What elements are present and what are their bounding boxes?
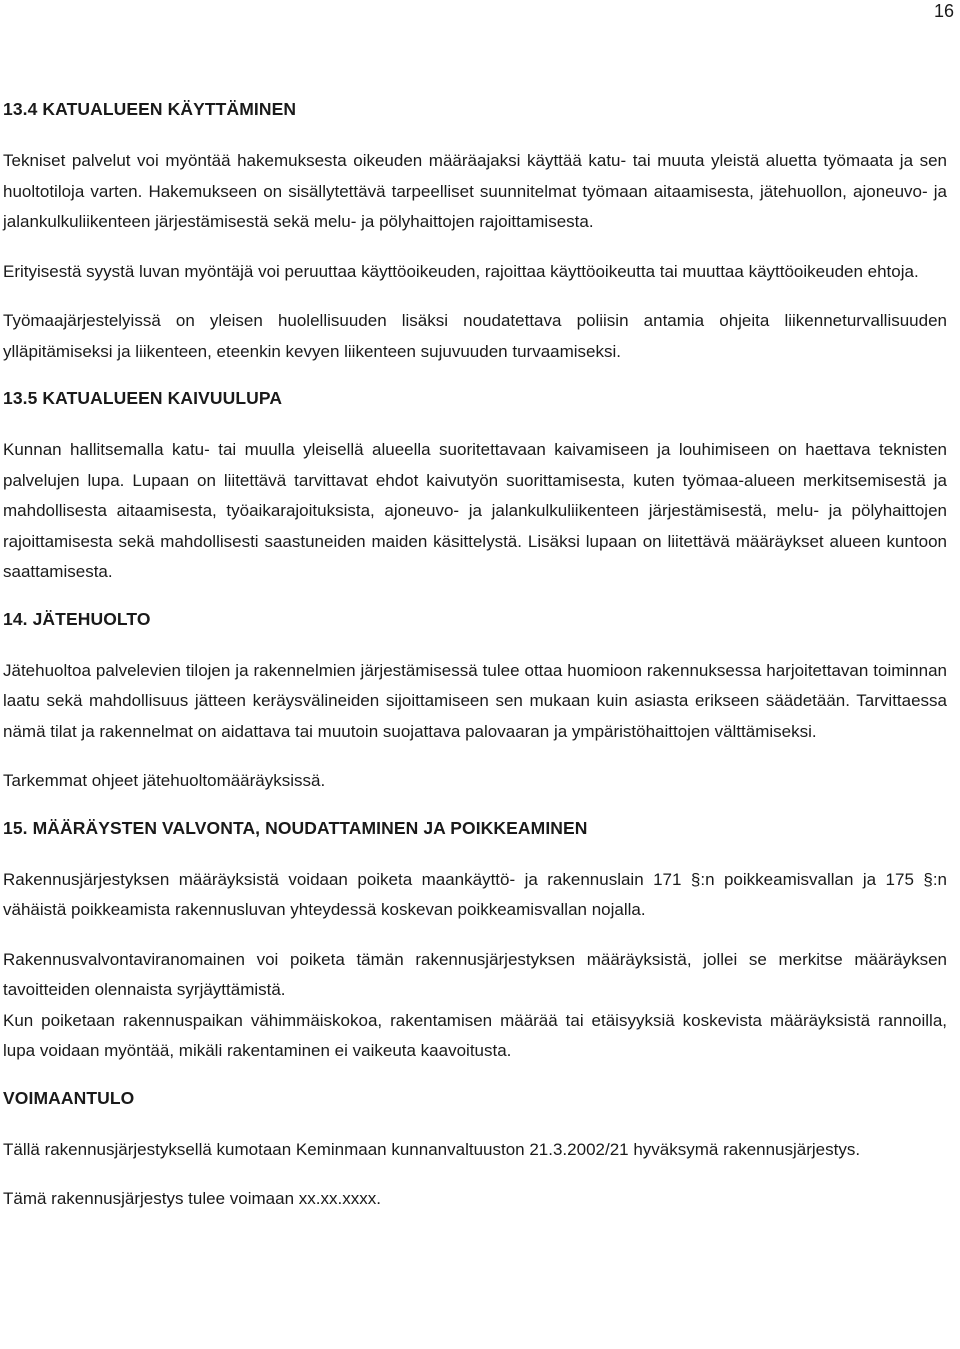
section-15-paragraph-2: Rakennusvalvontaviranomainen voi poiketa tämän rakennusjärjestyksen määräyksistä, jollei se merkitse määräyksen tavoitteiden olennaista syrjäyttämistä. [3, 949, 947, 999]
document-body [3, 94, 947, 1215]
section-13-5-heading: 13.5 KATUALUEEN KAIVUULUPA [3, 388, 283, 408]
page-number: 16 [933, 1, 954, 21]
section-13-4-paragraph-1: Tekniset palvelut voi myöntää hakemuksesta oikeuden määräajaksi käyttää katu- tai muuta yleistä aluetta työmaata ja sen huoltotiloja varten. Hakemukseen on sisällytettävä tarpeelliset suunnitelmat työmaan aitaamisesta, jätehuollon, ajoneuvo- ja jalankulkuliikenteen järjestämisestä sekä melu- ja pölyhaittojen rajoittamisesta. [3, 151, 947, 231]
section-14-paragraph-1: Jätehuoltoa palvelevien tilojen ja rakennelmien järjestämisessä tulee ottaa huomioon rakennuksessa harjoitettavan toiminnan laatu sekä mahdollisuus jätteen keräysvälineiden sijoittamiseen sen mukaan kuin asiasta erikseen säädetään. Tarvittaessa nämä tilat ja rakennelmat on aidattava tai muutoin suojattava palovaaran ja ympäristöhaittojen välttämiseksi. [3, 660, 947, 741]
section-voimaantulo-heading: VOIMAANTULO [3, 1087, 135, 1108]
section-15 [3, 813, 947, 1067]
section-voimaantulo [3, 1083, 947, 1215]
section-13-4 [3, 94, 947, 367]
section-13-5-paragraph-1: Kunnan hallitsemalla katu- tai muulla yleisellä alueella suoritettavaan kaivamiseen ja louhimiseen on haettava teknisten palvelujen lupa. Lupaan on liitettävä tarvittavat ehdot kaivutyön suorittamisesta, kuten työmaa-alueen merkitsemisestä ja mahdollisesta aitaamisesta, työaikarajoituksista, ajoneuvo- ja jalankulkuliikenteen järjestämisestä, melu- ja pölyhaittojen rajoittamisesta sekä mahdollisesti saastuneiden maiden käsittelystä. Lisäksi lupaan on liitettävä määräykset alueen kuntoon saattamisesta. [3, 440, 947, 581]
section-13-4-heading: 13.4 KATUALUEEN KÄYTTÄMINEN [3, 99, 297, 119]
section-voimaantulo-paragraph-2: Tämä rakennusjärjestys tulee voimaan xx.xx.xxxx. [3, 1189, 381, 1208]
section-13-5 [3, 383, 947, 588]
section-15-heading: 15. MÄÄRÄYSTEN VALVONTA, NOUDATTAMINEN JA POIKKEAMINEN [3, 817, 588, 838]
section-13-4-paragraph-3: Työmaajärjestelyissä on yleisen huolellisuuden lisäksi noudatettava poliisin antamia ohjeita liikenneturvallisuuden ylläpitämiseksi ja liikenteen, eteenkin kevyen liikenteen sujuvuuden turvaamiseksi. [3, 311, 947, 361]
section-15-paragraph-3: Kun poiketaan rakennuspaikan vähimmäiskokoa, rakentamisen määrää tai etäisyyksiä koskevista määräyksistä rannoilla, lupa voidaan myöntää, mikäli rakentaminen ei vaikeuta kaavoitusta. [3, 1010, 947, 1060]
section-14-paragraph-2: Tarkemmat ohjeet jätehuoltomääräyksissä. [3, 771, 326, 790]
section-14-heading: 14. JÄTEHUOLTO [3, 608, 151, 629]
section-15-paragraph-1: Rakennusjärjestyksen määräyksistä voidaan poiketa maankäyttö- ja rakennuslain 171 §:n poikkeamisvallan ja 175 §:n vähäistä poikkeamista rakennusluvan yhteydessä koskevan poikkeamisvallan nojalla. [3, 869, 947, 919]
section-voimaantulo-paragraph-1: Tällä rakennusjärjestyksellä kumotaan Keminmaan kunnanvaltuuston 21.3.2002/21 hyväksymä rakennusjärjestys. [3, 1139, 861, 1159]
section-13-4-paragraph-2: Erityisestä syystä luvan myöntäjä voi peruuttaa käyttöoikeuden, rajoittaa käyttöoikeutta tai muuttaa käyttöoikeuden ehtoja. [3, 261, 919, 281]
section-14 [3, 604, 947, 797]
